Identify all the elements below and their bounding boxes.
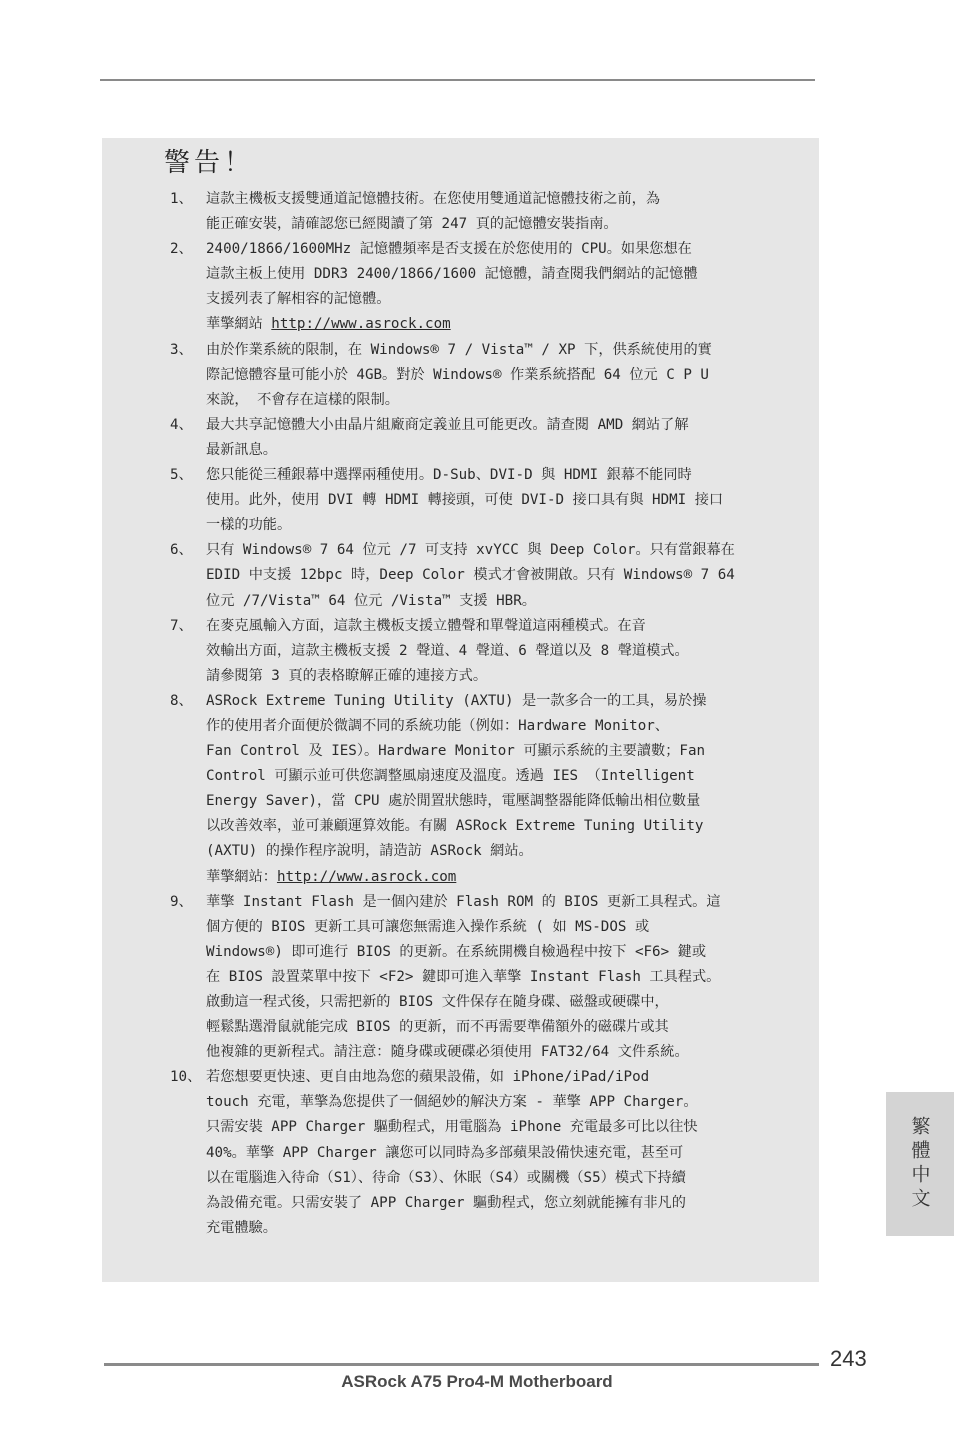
warning-item-number: 2、 — [170, 241, 193, 258]
warning-item — [170, 614, 770, 689]
warning-item-line: 啟動這一程式後，只需把新的 BIOS 文件保存在隨身碟、磁盤或硬碟中， — [206, 994, 669, 1010]
warning-item-number: 5、 — [170, 467, 193, 484]
warning-item-line: 他複雜的更新程式。請注意：隨身碟或硬碟必須使用 FAT32/64 文件系統。 — [206, 1044, 689, 1061]
warning-item — [170, 890, 770, 1066]
warning-item — [170, 187, 770, 237]
warning-item-line: 支援列表了解相容的記憶體。 — [206, 291, 391, 308]
warning-item-line: 作的使用者介面便於微調不同的系統功能（例如：Hardware Monitor、 — [206, 717, 669, 734]
footer-title: ASRock A75 Pro4-M Motherboard — [341, 1372, 613, 1391]
warning-item-line: 際記憶體容量可能小於 4GB。對於 Windows® 作業系統搭配 64 位元 C P U — [206, 366, 709, 383]
warning-item-line: 只有 Windows® 7 64 位元 /7 可支持 xvYCC 與 Deep Color。只有當銀幕在 — [206, 542, 735, 559]
warning-item-line: (AXTU) 的操作程序說明，請造訪 ASRock 網站。 — [206, 843, 533, 860]
warning-item-line: 能正確安裝，請確認您已經閱讀了第 247 頁的記憶體安裝指南。 — [206, 216, 618, 233]
warning-item-line: 在麥克風輸入方面，這款主機板支援立體聲和單聲道這兩種模式。在音 — [206, 617, 646, 634]
warning-item-line: 以在電腦進入待命（S1）、待命（S3）、休眠（S4）或關機（S5）模式下持續 — [206, 1169, 686, 1186]
warning-item-line: 為設備充電。只需安裝了 APP Charger 驅動程式，您立刻就能擁有非凡的 — [206, 1194, 686, 1211]
warning-item-line: 充電體驗。 — [206, 1219, 277, 1236]
warning-item-line: 若您想要更快速、更自由地為您的蘋果設備，如 iPhone/iPad/iPod — [206, 1069, 650, 1086]
warning-item-line: 輕鬆點選滑鼠就能完成 BIOS 的更新，而不再需要準備額外的磁碟片或其 — [206, 1019, 669, 1036]
warning-item-number: 4、 — [170, 416, 193, 433]
warning-item-number: 6、 — [170, 542, 193, 559]
warning-item-line: 以改善效率，並可兼顧運算效能。有關 ASRock Extreme Tuning Utility — [206, 818, 704, 835]
warning-item-number: 10、 — [170, 1069, 202, 1086]
warning-item-number: 8、 — [170, 692, 193, 709]
warning-item-line: 效輸出方面，這款主機板支援 2 聲道、4 聲道、6 聲道以及 8 聲道模式。 — [206, 642, 689, 659]
warning-box — [102, 138, 819, 1282]
warning-item — [170, 1065, 770, 1241]
warning-item-line: EDID 中支援 12bpc 時，Deep Color 模式才會被開啟。只有 Windows® 7 64 — [206, 567, 735, 584]
website-link[interactable]: http://www.asrock.com — [276, 868, 457, 885]
warning-item — [170, 237, 770, 337]
warning-item-line: ASRock Extreme Tuning Utility (AXTU) 是一款多合一的工具，易於操 — [206, 692, 707, 709]
warning-title: 警告！ — [164, 148, 255, 178]
warning-item-line: 華擎 Instant Flash 是一個內建於 Flash ROM 的 BIOS 更新工具程式。這 — [206, 893, 721, 910]
warning-item-line: 這款主機板支援雙通道記憶體技術。在您使用雙通道記憶體技術之前，為 — [206, 191, 661, 207]
warning-item — [170, 689, 770, 890]
warning-item-line: 使用。此外，使用 DVI 轉 HDMI 轉接頭，可使 DVI-D 接口具有與 HDMI 接口 — [206, 492, 724, 509]
warning-item-line: Control 可顯示並可供您調整風扇速度及溫度。透過 IES （Intelligent — [206, 768, 695, 785]
warning-list — [170, 187, 770, 1241]
warning-item-line: Energy Saver)，當 CPU 處於閒置狀態時，電壓調整器能降低輸出相位數量 — [206, 793, 701, 810]
warning-item-line: 一樣的功能。 — [206, 517, 292, 534]
warning-item-line: Fan Control 及 IES）。Hardware Monitor 可顯示系統的主要讀數；Fan — [206, 743, 706, 760]
warning-item-line: touch 充電，華擎為您提供了一個絕妙的解決方案 - 華擎 APP Charger。 — [206, 1094, 698, 1111]
warning-item-number: 3、 — [170, 341, 193, 358]
page-number: 243 — [830, 1346, 867, 1371]
warning-item — [170, 538, 770, 613]
warning-item-number: 1、 — [170, 191, 193, 207]
warning-item-line: 您只能從三種銀幕中選擇兩種使用。D-Sub、DVI-D 與 HDMI 銀幕不能同時 — [206, 467, 692, 484]
bottom-rule — [104, 1363, 819, 1366]
warning-item-line: 來說， 不會存在這樣的限制。 — [206, 391, 399, 408]
warning-item — [170, 413, 770, 463]
warning-item-line: 最新訊息。 — [206, 441, 277, 458]
warning-item-line: 位元 /7/Vista™ 64 位元 /Vista™ 支援 HBR。 — [206, 592, 536, 609]
warning-item-line: 由於作業系統的限制，在 Windows® 7 / Vista™ / XP 下，供系統使用的實 — [206, 341, 712, 358]
warning-item-line: 40%。華擎 APP Charger 讓您可以同時為多部蘋果設備快速充電，甚至可 — [206, 1144, 684, 1161]
language-tab[interactable] — [886, 1092, 954, 1236]
warning-item-line: 個方便的 BIOS 更新工具可讓您無需進入操作系統 ( 如 MS-DOS 或 — [206, 918, 650, 935]
warning-item-line: 只需安裝 APP Charger 驅動程式，用電腦為 iPhone 充電最多可比以往快 — [206, 1119, 698, 1136]
warning-item-number: 9、 — [170, 893, 193, 910]
warning-item — [170, 463, 770, 538]
language-tab-label: 繁體中文 — [908, 1116, 931, 1212]
warning-item-line: Windows®) 即可進行 BIOS 的更新。在系統開機自檢過程中按下 <F6> 鍵或 — [206, 943, 707, 960]
warning-item-number: 7、 — [170, 617, 193, 634]
warning-item-line: 在 BIOS 設置菜單中按下 <F2> 鍵即可進入華擎 Instant Flash 工具程式。 — [206, 968, 721, 985]
website-link[interactable]: http://www.asrock.com — [271, 316, 451, 333]
warning-item-line: 請參閱第 3 頁的表格瞭解正確的連接方式。 — [206, 667, 488, 684]
warning-item-line: 2400/1866/1600MHz 記憶體頻率是否支援在於您使用的 CPU。如果您想在 — [206, 241, 692, 258]
top-rule — [100, 79, 815, 81]
warning-item-line: 這款主板上使用 DDR3 2400/1866/1600 記憶體，請查閱我們網站的記憶體 — [206, 266, 698, 283]
website-link-line[interactable]: 華擎網站：http://www.asrock.com — [206, 868, 457, 885]
warning-item-line: 最大共享記憶體大小由晶片組廠商定義並且可能更改。請查閱 AMD 網站了解 — [206, 416, 689, 433]
website-link-line[interactable]: 華擎網站 http://www.asrock.com — [206, 316, 451, 333]
warning-item — [170, 338, 770, 413]
